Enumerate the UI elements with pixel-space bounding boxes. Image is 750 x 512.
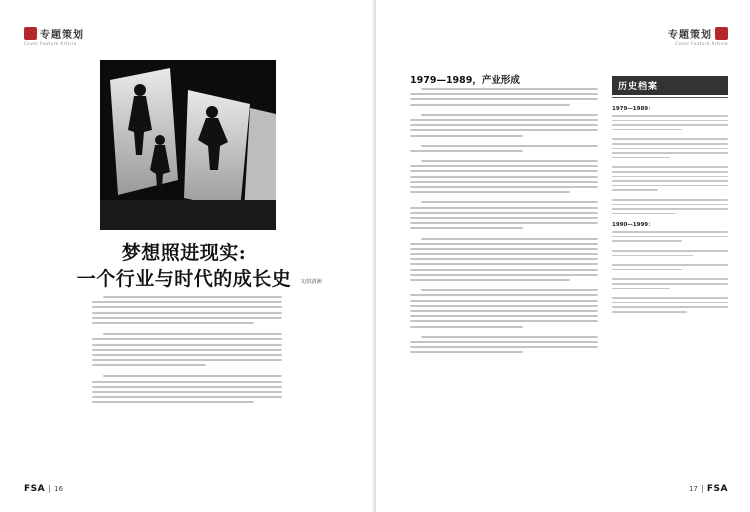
hero-photo (100, 60, 276, 230)
brand-subtitle: Cover Feature Article (675, 41, 728, 46)
sidebar-entries-1 (612, 115, 728, 214)
page-number: 16 (54, 485, 64, 493)
brand-logo-icon (24, 27, 37, 40)
sidebar-era-2: 1990—1999： (612, 222, 654, 229)
sidebar-title: 历史档案 (612, 76, 728, 95)
body-paragraphs (410, 88, 598, 356)
brand-subtitle: Cover Feature Article (24, 41, 77, 46)
brand-label: 专题策划 (40, 30, 84, 41)
left-page (0, 0, 374, 512)
article-title-line2: 一个行业与时代的成长史 (76, 268, 292, 290)
footer-divider (702, 485, 703, 493)
footer-magazine: FSA (706, 484, 728, 494)
intro-paragraphs (92, 296, 282, 407)
footer-magazine: FSA (24, 484, 46, 494)
right-page (376, 0, 750, 512)
history-sidebar (612, 76, 728, 316)
section-heading: 1979—1989，产业形成 (410, 75, 520, 86)
footer-right (689, 484, 728, 494)
sidebar-rule (612, 97, 728, 98)
brand-header-left (24, 26, 84, 41)
brand-header-right (668, 26, 728, 41)
footer-divider (49, 485, 50, 493)
page-number: 17 (688, 485, 698, 493)
sidebar-entries-2 (612, 231, 728, 312)
article-title-line1: 梦想照进现实: (121, 242, 247, 264)
brand-logo-icon (715, 27, 728, 40)
article-author: 文/洪清洲 (300, 279, 322, 285)
footer-left (24, 484, 63, 494)
sidebar-era-1: 1979—1989： (612, 106, 654, 112)
brand-label: 专题策划 (668, 30, 712, 41)
